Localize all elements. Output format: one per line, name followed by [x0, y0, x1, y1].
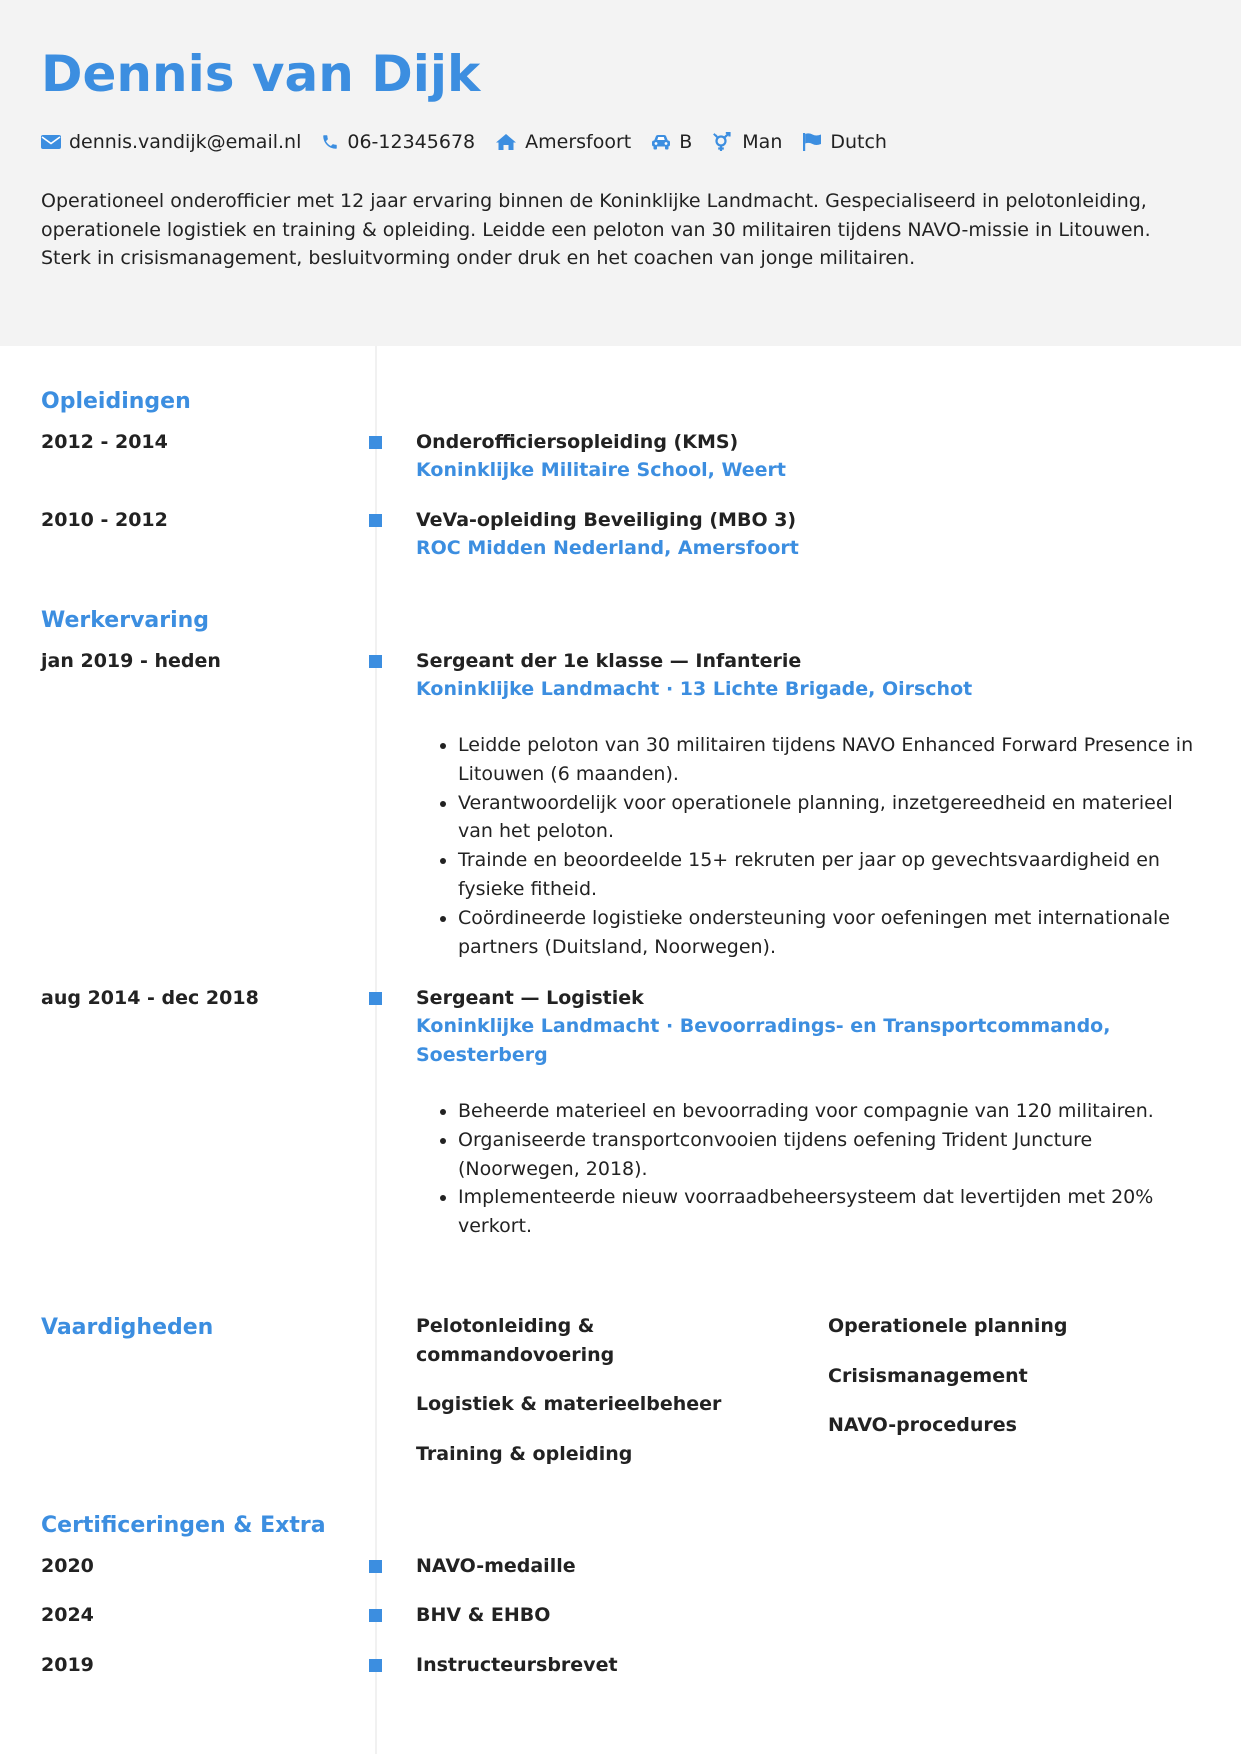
- entry-organization: ROC Midden Nederland, Amersfoort: [416, 537, 799, 559]
- skill-item: Crisismanagement: [828, 1364, 1028, 1387]
- entry-date: aug 2014 - dec 2018: [41, 987, 259, 1009]
- entry-content: [416, 1552, 1196, 1580]
- responsibility-list: [416, 731, 1196, 961]
- skill-item: Pelotonleiding & commandovoering: [416, 1315, 615, 1366]
- entry-date: jan 2019 - heden: [41, 650, 221, 672]
- contact-gender: [712, 131, 782, 153]
- skills-column-right: [828, 1312, 1188, 1461]
- gender-icon: [712, 132, 734, 152]
- timeline-marker: [369, 992, 382, 1005]
- entry-content: [416, 506, 1196, 563]
- entry-content: [416, 984, 1196, 1241]
- email-text: dennis.vandijk@email.nl: [69, 131, 302, 153]
- contact-city: [495, 131, 631, 153]
- timeline-marker: [369, 655, 382, 668]
- skill-item: Logistiek & materieelbeheer: [416, 1393, 722, 1415]
- certifications-heading: Certificeringen & Extra: [41, 1513, 326, 1538]
- entry-title: BHV & EHBO: [416, 1604, 551, 1626]
- contact-email: [41, 131, 301, 153]
- entry-organization: Koninklijke Landmacht · Bevoorradings- en Transportcommando, Soesterberg: [416, 1015, 1111, 1066]
- list-item: • Beheerde materieel en bevoorrading voor compagnie van 120 militairen.: [458, 1097, 1196, 1126]
- entry-content: [416, 1601, 1196, 1629]
- entry-content: [416, 1651, 1196, 1679]
- car-icon: [651, 134, 671, 150]
- responsibility-list: [416, 1097, 1196, 1241]
- skills-heading: Vaardigheden: [41, 1315, 214, 1340]
- entry-content: [416, 428, 1196, 485]
- entry-title: Sergeant — Logistiek: [416, 987, 644, 1009]
- entry-organization: Koninklijke Landmacht · 13 Lichte Brigade, Oirschot: [416, 678, 973, 700]
- entry-date: 2019: [41, 1654, 94, 1676]
- nationality-text: Dutch: [830, 131, 887, 153]
- cv-header: [0, 0, 1241, 346]
- profile-summary: Operationeel onderofficier met 12 jaar ervaring binnen de Koninklijke Landmacht. Gespecialiseerd in pelotonleiding, operationele logistiek en training & opleiding. Leidde een peloton van 30 militairen tijdens NAVO-missie in Litouwen. Sterk in crisismanagement, besluitvorming onder druk en het coachen van jonge militairen.: [41, 190, 1151, 269]
- entry-title: Onderofficiersopleiding (KMS): [416, 431, 739, 453]
- license-text: B: [679, 131, 693, 153]
- skill-item: Operationele planning: [828, 1315, 1068, 1337]
- entry-date: 2010 - 2012: [41, 509, 168, 531]
- entry-title: Sergeant der 1e klasse — Infanterie: [416, 650, 802, 672]
- entry-content: [416, 647, 1196, 961]
- education-heading: Opleidingen: [41, 389, 191, 414]
- phone-text: 06-12345678: [347, 131, 476, 153]
- entry-title: NAVO-medaille: [416, 1555, 576, 1577]
- list-item: • Coördineerde logistieke ondersteuning voor oefeningen met internationale partners (Duitsland, Noorwegen).: [458, 904, 1196, 962]
- entry-date: 2020: [41, 1555, 94, 1577]
- envelope-icon: [41, 134, 61, 150]
- candidate-name: Dennis van Dijk: [41, 45, 481, 103]
- gender-text: Man: [742, 131, 783, 153]
- list-item: • Implementeerde nieuw voorraadbeheersysteem dat levertijden met 20% verkort.: [458, 1183, 1196, 1241]
- contact-info: [41, 128, 907, 156]
- list-item: • Organiseerde transportconvooien tijdens oefening Trident Juncture (Noorwegen, 2018).: [458, 1126, 1196, 1184]
- skill-item: NAVO-procedures: [828, 1414, 1017, 1436]
- city-text: Amersfoort: [525, 131, 632, 153]
- timeline-divider: [375, 346, 377, 1754]
- entry-title: Instructeursbrevet: [416, 1654, 618, 1676]
- home-icon: [495, 133, 517, 151]
- timeline-marker: [369, 1560, 382, 1573]
- entry-organization: Koninklijke Militaire School, Weert: [416, 459, 786, 481]
- entry-date: 2024: [41, 1604, 94, 1626]
- timeline-marker: [369, 436, 382, 449]
- entry-title: VeVa-opleiding Beveiliging (MBO 3): [416, 509, 797, 531]
- phone-icon: [321, 133, 339, 151]
- skill-item: Training & opleiding: [416, 1442, 633, 1465]
- timeline-marker: [369, 514, 382, 527]
- list-item: • Trainde en beoordeelde 15+ rekruten per jaar op gevechtsvaardigheid en fysieke fitheid.: [458, 846, 1196, 904]
- list-item: • Verantwoordelijk voor operationele planning, inzetgereedheid en materieel van het peloton.: [458, 789, 1196, 847]
- experience-heading: Werkervaring: [41, 608, 210, 633]
- timeline-marker: [369, 1609, 382, 1622]
- flag-icon: [802, 132, 822, 152]
- entry-date: 2012 - 2014: [41, 431, 168, 453]
- skills-column-left: [416, 1312, 776, 1489]
- contact-license: [651, 131, 692, 153]
- timeline-marker: [369, 1659, 382, 1672]
- list-item: • Leidde peloton van 30 militairen tijdens NAVO Enhanced Forward Presence in Litouwen (6 maanden).: [458, 731, 1196, 789]
- contact-phone: [321, 131, 475, 153]
- contact-nationality: [802, 131, 887, 153]
